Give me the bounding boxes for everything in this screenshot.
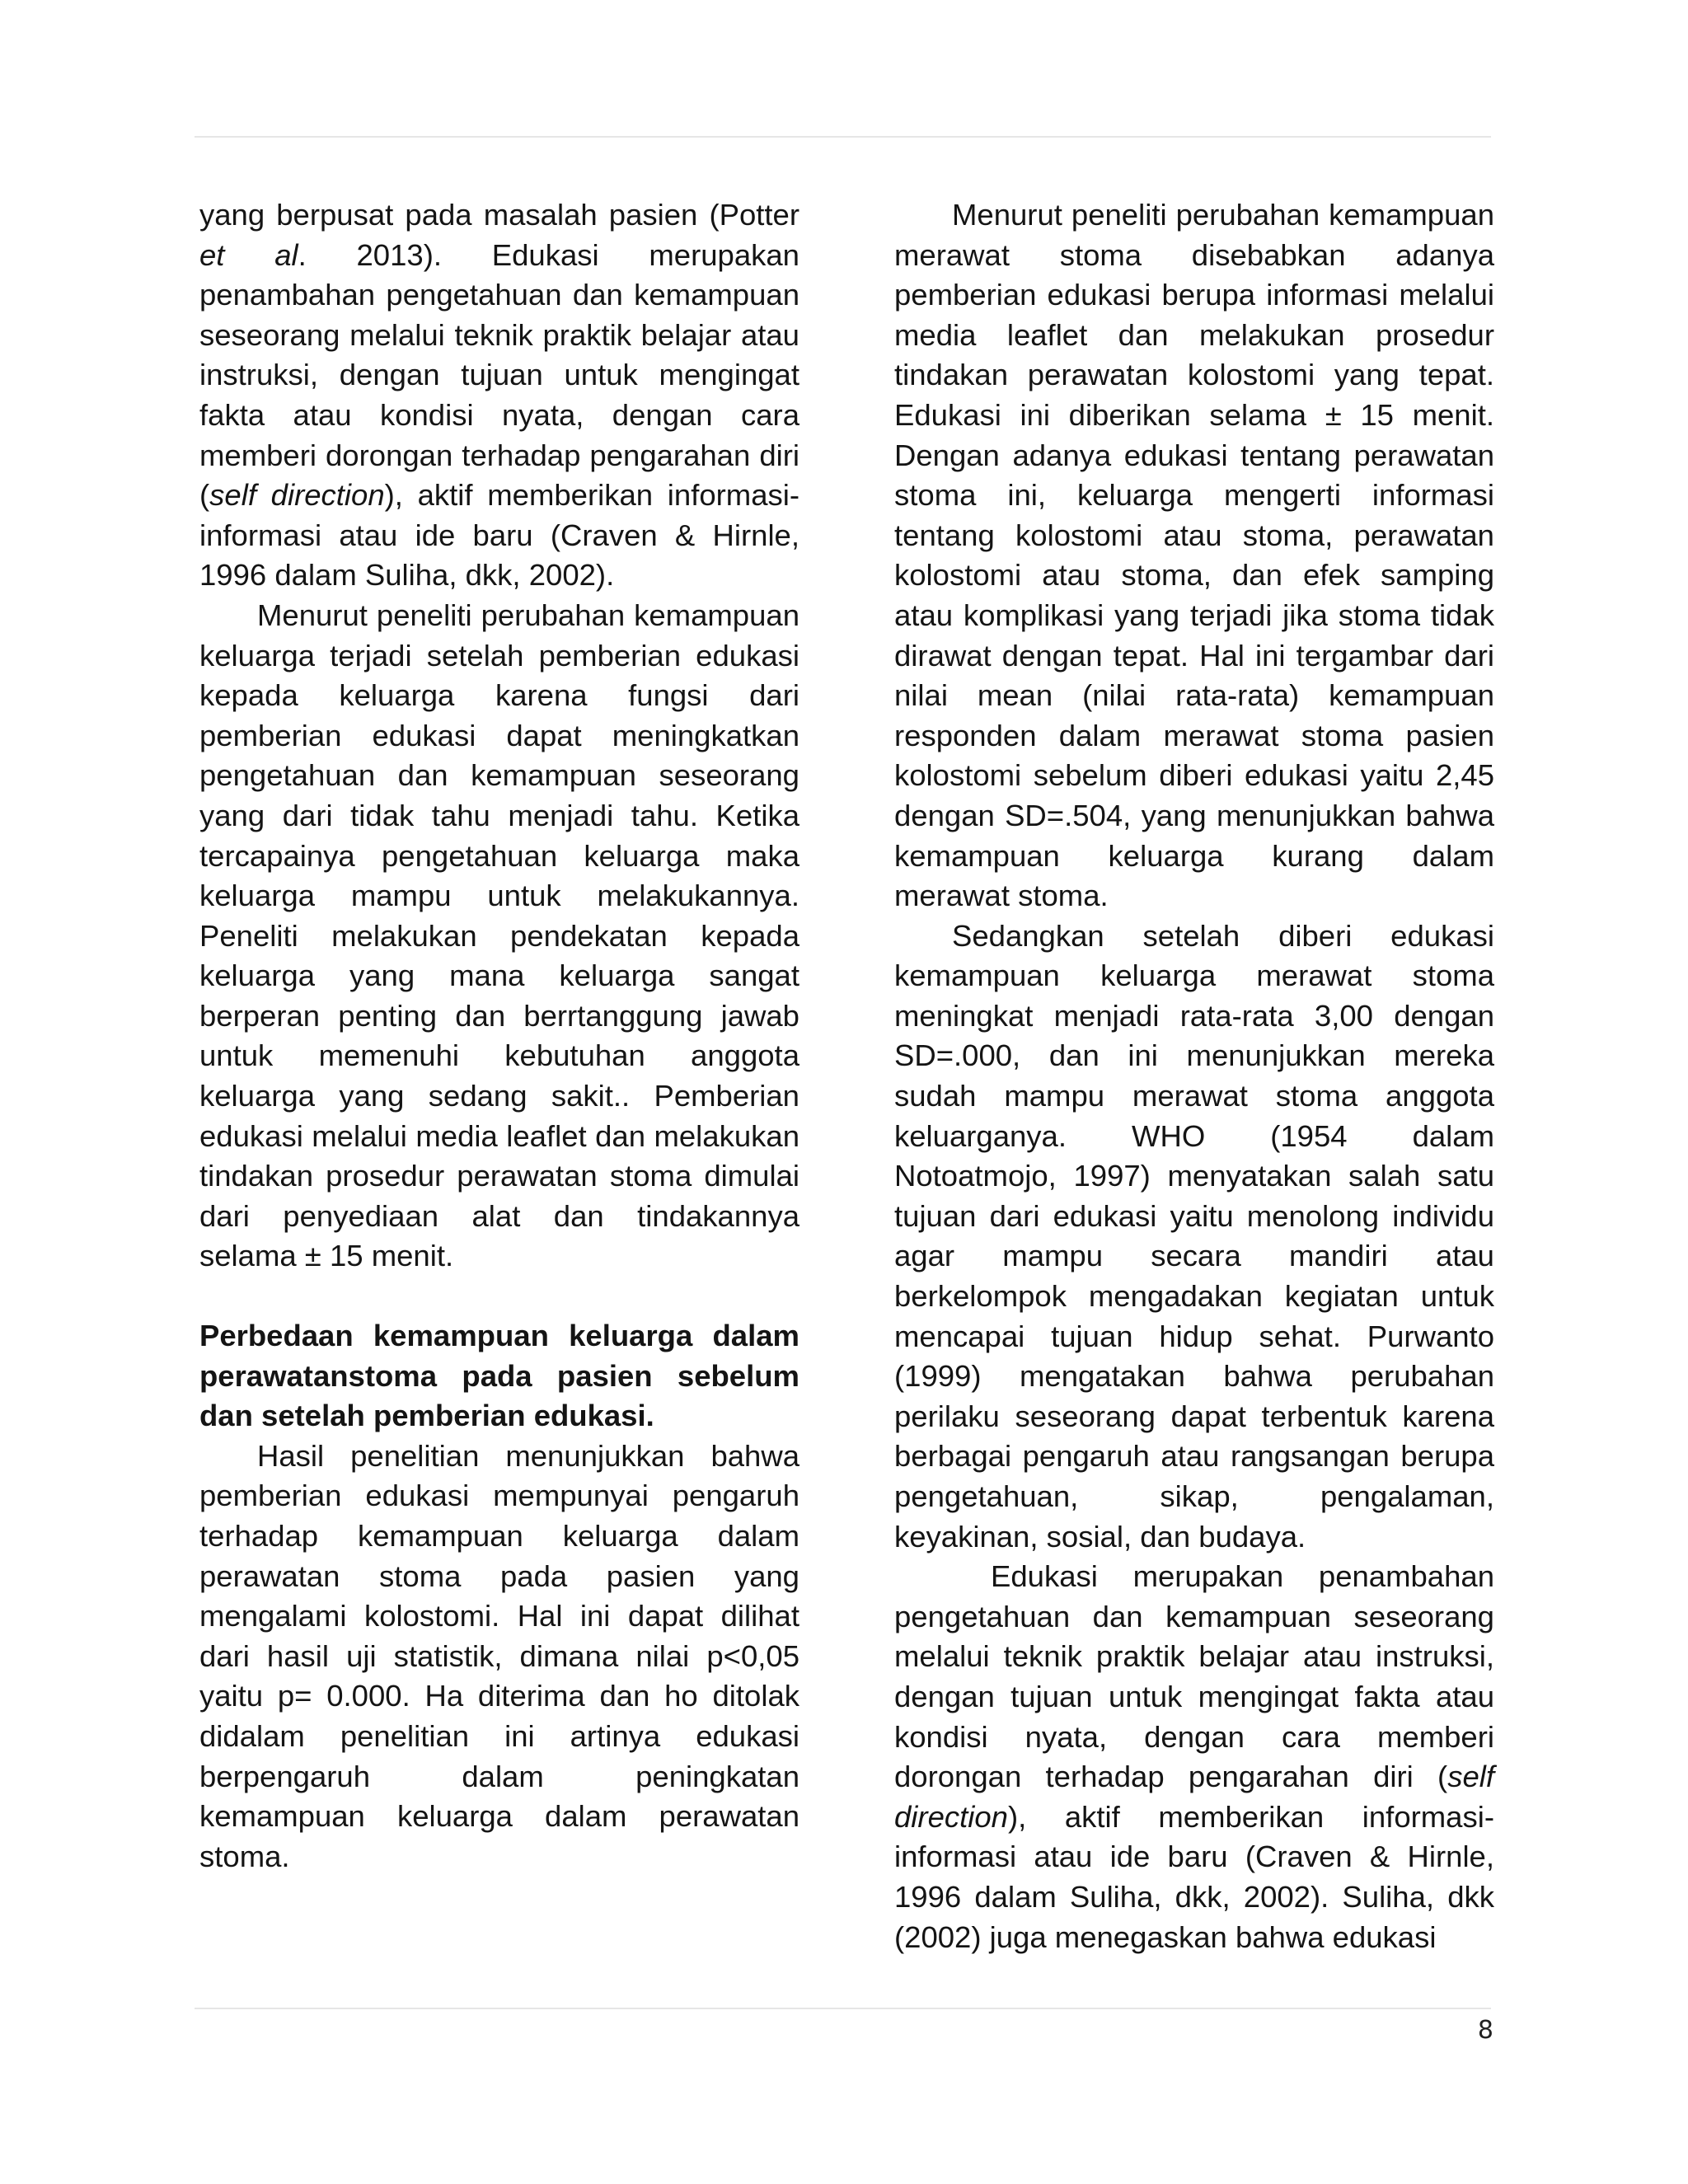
- section-heading: Perbedaan kemampuan keluarga dalam perawatanstoma pada pasien sebelum dan setelah pemberian edukasi.: [199, 1319, 799, 1433]
- right-paragraph-2: Sedangkan setelah diberi edukasi kemampuan keluarga merawat stoma meningkat menjadi rata-rata 3,00 dengan SD=.000, dan ini menunjukkan mereka sudah mampu merawat stoma anggota keluarganya. WHO (1954 dalam Notoatmojo, 1997) menyatakan salah satu tujuan dari edukasi yaitu menolong individu agar mampu secara mandiri atau berkelompok mengadakan kegiatan untuk mencapai tujuan hidup sehat. Purwanto (1999) mengatakan bahwa perubahan perilaku seseorang dapat terbentuk karena berbagai pengaruh atau rangsangan berupa pengetahuan, sikap, pengalaman, keyakinan, sosial, dan budaya.: [894, 918, 1494, 1554]
- italic-run: self direction: [209, 478, 385, 513]
- page-number: 8: [1477, 2016, 1493, 2045]
- right-paragraph-3: [894, 1557, 1494, 1957]
- text-run: yang berpusat pada masalah pasien (Potter: [199, 198, 799, 232]
- text-run: ), aktif memberikan informasi-informasi atau ide baru (Craven & Hirnle, 1996 dalam Suliha, dkk, 2002). Suliha, dkk (2002) juga menegaskan bahwa edukasi: [894, 1799, 1494, 1954]
- footer-rule: [195, 2008, 1491, 2009]
- text-run: . 2013). Edukasi merupakan penambahan pengetahuan dan kemampuan seseorang melalui teknik praktik belajar atau instruksi, dengan tujuan untuk mengingat fakta atau kondisi nyata, dengan cara memberi dorongan terhadap pengarahan diri (: [199, 237, 799, 513]
- left-paragraph-1: [199, 195, 799, 596]
- italic-run: self direction: [894, 1760, 1494, 1834]
- text-run: ), aktif memberikan informasi-informasi atau ide baru (Craven & Hirnle, 1996 dalam Suliha, dkk, 2002).: [199, 478, 800, 593]
- right-paragraph-1: Menurut peneliti perubahan kemampuan merawat stoma disebabkan adanya pemberian edukasi berupa informasi melalui media leaflet dan melakukan prosedur tindakan perawatan kolostomi yang tepat. Edukasi ini diberikan selama ± 15 menit. Dengan adanya edukasi tentang perawatan stoma ini, keluarga mengerti informasi tentang kolostomi atau stoma, perawatan kolostomi atau stoma, dan efek samping atau komplikasi yang terjadi jika stoma tidak dirawat dengan tepat. Hal ini tergambar dari nilai mean (nilai rata-rata) kemampuan responden dalam merawat stoma pasien kolostomi sebelum diberi edukasi yaitu 2,45 dengan SD=.504, yang menunjukkan bahwa kemampuan keluarga kurang dalam merawat stoma.: [894, 198, 1494, 913]
- right-column: [894, 195, 1494, 1957]
- left-column: [199, 195, 799, 1877]
- header-rule: [195, 136, 1491, 138]
- left-paragraph-2: Menurut peneliti perubahan kemampuan keluarga terjadi setelah pemberian edukasi kepada keluarga karena fungsi dari pemberian edukasi dapat meningkatkan pengetahuan dan kemampuan seseorang yang dari tidak tahu menjadi tahu. Ketika tercapainya pengetahuan keluarga maka keluarga mampu untuk melakukannya. Peneliti melakukan pendekatan kepada keluarga yang mana keluarga sangat berperan penting dan berrtanggung jawab untuk memenuhi kebutuhan anggota keluarga yang sedang sakit.. Pemberian edukasi melalui media leaflet dan melakukan tindakan prosedur perawatan stoma dimulai dari penyediaan alat dan tindakannya selama ± 15 menit.: [199, 598, 799, 1273]
- italic-run: et al: [199, 237, 298, 272]
- text-run: Edukasi merupakan penambahan pengetahuan dan kemampuan seseorang melalui teknik praktik belajar atau instruksi, dengan tujuan untuk mengingat fakta atau kondisi nyata, dengan cara memberi dorongan terhadap pengarahan diri (: [894, 1559, 1494, 1794]
- left-paragraph-3: Hasil penelitian menunjukkan bahwa pemberian edukasi mempunyai pengaruh terhadap kemampuan keluarga dalam perawatan stoma pada pasien yang mengalami kolostomi. Hal ini dapat dilihat dari hasil uji statistik, dimana nilai p<0,05 yaitu p= 0.000. Ha diterima dan ho ditolak didalam penelitian ini artinya edukasi berpengaruh dalam peningkatan kemampuan keluarga dalam perawatan stoma.: [199, 1438, 799, 1873]
